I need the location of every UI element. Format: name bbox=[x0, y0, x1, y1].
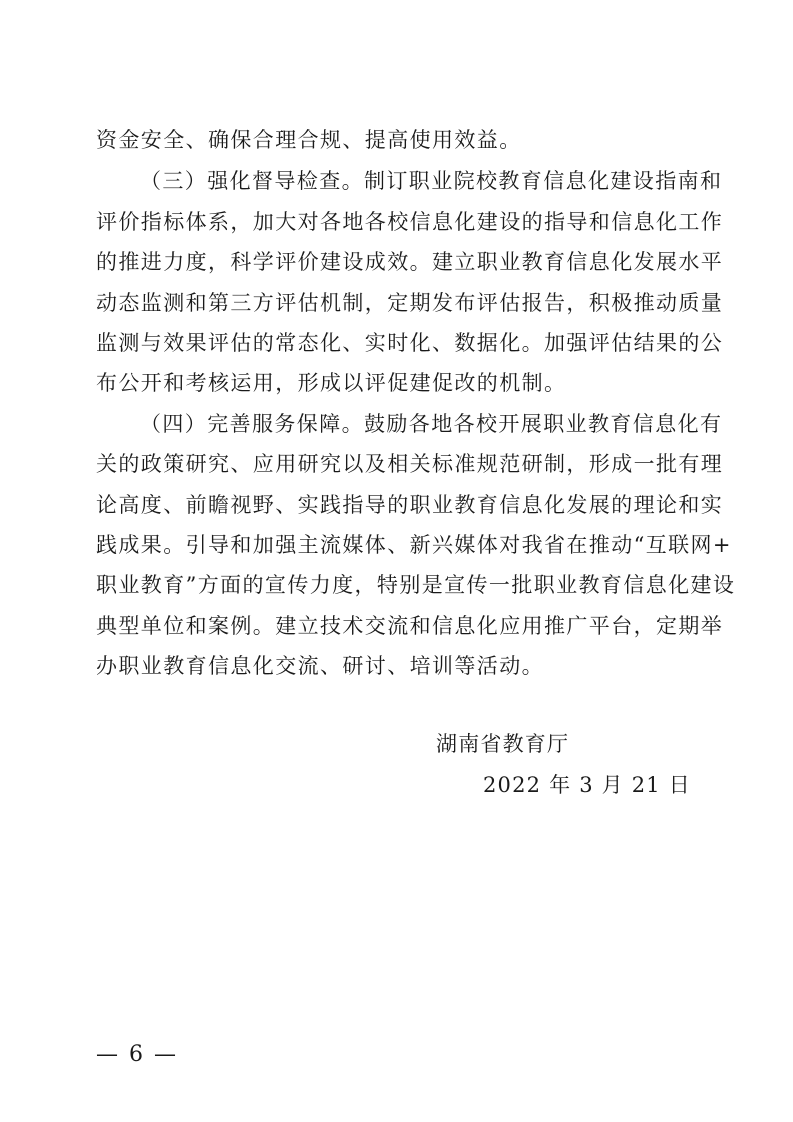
signature-organization: 湖南省教育厅 bbox=[436, 732, 570, 756]
body-text-line: 典型单位和案例。建立技术交流和信息化应用推广平台，定期举 bbox=[96, 614, 724, 638]
body-text-line: 办职业教育信息化交流、研讨、培训等活动。 bbox=[96, 654, 544, 678]
page-number: — 6 — bbox=[96, 1042, 178, 1067]
body-text-line: 职业教育”方面的宣传力度，特别是宣传一批职业教育信息化建设 bbox=[96, 573, 736, 597]
body-text-line: （四）完善服务保障。鼓励各地各校开展职业教育信息化有 bbox=[140, 412, 723, 436]
body-text-line: 监测与效果评估的常态化、实时化、数据化。加强评估结果的公 bbox=[96, 331, 724, 355]
body-text-line: 评价指标体系，加大对各地各校信息化建设的指导和信息化工作 bbox=[96, 210, 724, 234]
body-text-line: 资金安全、确保合理合规、提高使用效益。 bbox=[96, 128, 522, 152]
body-text-line: 践成果。引导和加强主流媒体、新兴媒体对我省在推动“互联网+ bbox=[96, 533, 732, 557]
body-text-line: 论高度、前瞻视野、实践指导的职业教育信息化发展的理论和实 bbox=[96, 493, 724, 517]
body-text-line: 的推进力度，科学评价建设成效。建立职业教育信息化发展水平 bbox=[96, 250, 724, 274]
body-text-line: 布公开和考核运用，形成以评促建促改的机制。 bbox=[96, 371, 567, 395]
body-text-line: （三）强化督导检查。制订职业院校教育信息化建设指南和 bbox=[140, 169, 723, 193]
signature-date: 2022 年 3 月 21 日 bbox=[483, 773, 691, 797]
body-text-line: 关的政策研究、应用研究以及相关标准规范研制，形成一批有理 bbox=[96, 452, 724, 476]
body-text-line: 动态监测和第三方评估机制，定期发布评估报告，积极推动质量 bbox=[96, 291, 724, 315]
